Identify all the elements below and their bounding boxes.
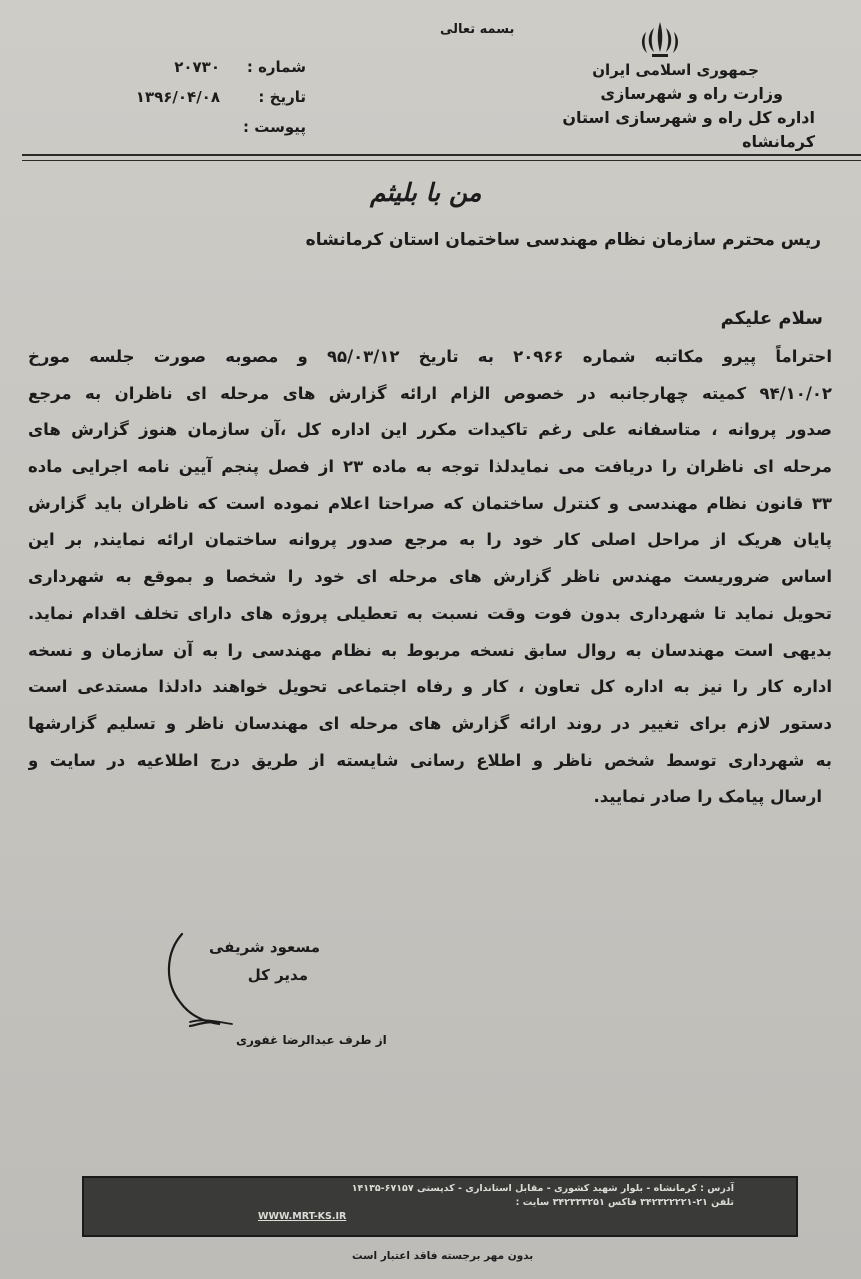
number-value: ۲۰۷۳۰ (174, 58, 220, 76)
body-line: اساس ضروریست مهندس ناظر گزارش های مرحله ای خود را شخصا و بموقع به شهرداری (28, 567, 832, 587)
bismillah-text: بسمه تعالی (440, 22, 515, 37)
body-line: ۹۴/۱۰/۰۲ کمیته چهارجانبه در خصوص الزام ارائه گزارش های مرحله ای ناظران به مرجع (28, 383, 832, 403)
footer-website[interactable]: WWW.MRT-KS.IR (258, 1211, 347, 1222)
header-divider-thin (22, 160, 861, 161)
on-behalf-note: از طرف عبدالرضا غفوری (236, 1033, 387, 1047)
footer-contact (254, 1182, 734, 1224)
signature-block (200, 932, 320, 988)
stamp-note: بدون مهر برجسته فاقد اعتبار است (352, 1250, 534, 1262)
body-line: دستور لازم برای تغییر در روند ارائه گزارش های مرحله ای مهندسان ناظر و تسلیم گزارشها (28, 713, 832, 733)
body-line: ۳۳ قانون نظام مهندسی و کنترل ساختمان که صراحتا اعلام نموده است که ناظران باید گزارش (28, 493, 832, 513)
body-line: به شهرداری توسط شخص ناظر و اطلاع رسانی شایسته از طریق درج اطلاعیه در سایت و (28, 750, 832, 770)
org-ministry: وزارت راه و شهرسازی (600, 84, 783, 103)
org-country: جمهوری اسلامی ایران (592, 61, 759, 79)
body-line: ارسال پیامک را صادر نمایید. (593, 787, 822, 807)
addressee-line: ریس محترم سازمان نظام مهندسی ساختمان استان کرمانشاه (305, 230, 821, 250)
header-divider-thick (22, 154, 861, 156)
body-line: صدور پروانه ، متاسفانه علی رغم تاکیدات مکرر این اداره کل ،آن سازمان هنوز گزارش های (28, 420, 832, 440)
greeting-line: سلام علیکم (720, 308, 823, 329)
date-value: ۱۳۹۶/۰۴/۰۸ (135, 88, 220, 106)
organization-header (495, 58, 815, 154)
attachment-label: پیوست : (242, 118, 306, 136)
honorific-text: من با بلیثم (370, 178, 482, 207)
body-line: تحویل نماید تا شهرداری بدون فوت وقت نسبت به تعطیلی پروژه های دارای تخلف اقدام نماید. (28, 603, 832, 623)
org-department: اداره کل راه و شهرسازی استان کرمانشاه (562, 108, 815, 151)
footer-address-bar (82, 1176, 798, 1237)
meta-number-row (66, 52, 306, 82)
number-label: شماره : (246, 58, 306, 76)
body-line: بدیهی است مهندسان به روال سابق نسخه مربوط به نظام مهندسی را به آن سازمان و نسخه (28, 640, 832, 660)
signer-title: مدیر کل (247, 966, 308, 984)
meta-date-row (66, 82, 306, 112)
letter-body (28, 339, 832, 816)
body-line: احتراماً پیرو مکاتبه شماره ۲۰۹۶۶ به تاریخ ۹۵/۰۳/۱۲ و مصوبه صورت جلسه مورخ (28, 347, 832, 366)
body-line: اداره کار را نیز به اداره کل تعاون ، کار و رفاه اجتماعی تحویل خواهند دادلذا مستدعی است (28, 677, 832, 697)
signer-name: مسعود شریفی (208, 938, 320, 956)
meta-attachment-row (66, 112, 306, 142)
letter-meta (66, 52, 306, 142)
date-label: تاریخ : (258, 88, 306, 106)
iran-emblem-icon (630, 18, 690, 62)
body-line: مرحله ای ناظران را دریافت می نمایدلذا توجه به ماده ۲۳ از فصل پنجم آیین نامه اجرایی ماده (28, 457, 832, 477)
footer-phones: تلفن ۲۱-۳۴۲۳۲۲۲۲۱ فاکس ۳۴۲۳۳۳۲۵۱ سایت : (515, 1197, 734, 1208)
body-line: پایان هریک از مراحل اصلی کار خود را به مرجع صدور پروانه ساختمان ارائه نمایند, بر این (28, 530, 832, 550)
footer-address: آدرس : کرمانشاه - بلوار شهید کشوری - مقابل استانداری - کدپستی ۶۷۱۵۷-۱۴۱۳۵ (351, 1183, 734, 1194)
